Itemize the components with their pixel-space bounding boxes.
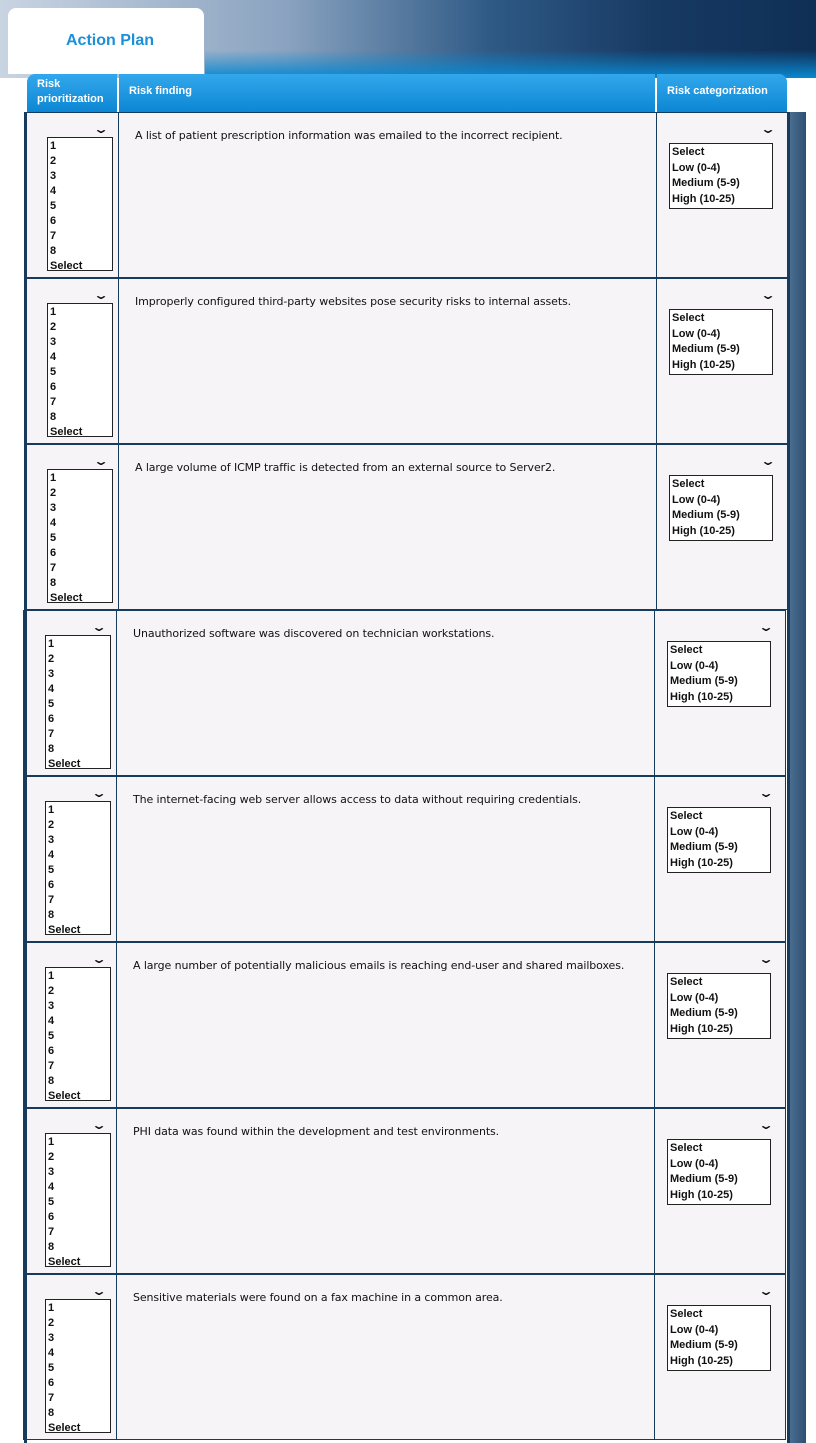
categorization-cell (654, 942, 786, 1108)
priority-listbox[interactable] (47, 469, 113, 603)
priority-cell (23, 610, 117, 776)
priority-option[interactable]: 5 (48, 1030, 55, 1042)
priority-option[interactable]: Select (48, 1090, 81, 1102)
finding-cell (116, 1274, 655, 1440)
priority-option[interactable]: 5 (48, 698, 55, 710)
priority-option[interactable]: 7 (50, 230, 57, 242)
finding-cell (116, 776, 655, 942)
categorization-cell (656, 112, 788, 278)
priority-option[interactable]: 7 (48, 894, 55, 906)
priority-option[interactable]: 8 (50, 577, 57, 589)
page-title: Action Plan (66, 32, 155, 49)
priority-option[interactable]: 5 (48, 864, 55, 876)
priority-option[interactable]: 5 (48, 1196, 55, 1208)
chevron-down-icon[interactable]: ⌄ (92, 454, 110, 468)
chevron-down-icon[interactable]: ⌄ (759, 454, 777, 468)
categorization-option[interactable]: Medium (5-9) (672, 509, 740, 521)
priority-listbox[interactable] (47, 303, 113, 437)
categorization-option[interactable]: High (10-25) (670, 1022, 733, 1035)
priority-option[interactable]: 3 (48, 1166, 55, 1178)
categorization-cell (656, 444, 788, 610)
categorization-listbox[interactable] (669, 143, 773, 209)
categorization-listbox[interactable] (667, 1305, 771, 1371)
finding-cell (116, 1108, 655, 1274)
categorization-cell (654, 776, 786, 942)
priority-listbox[interactable] (45, 967, 111, 1101)
categorization-listbox[interactable] (667, 807, 771, 873)
finding-cell (118, 444, 657, 610)
categorization-listbox[interactable] (667, 641, 771, 707)
table-right-border (787, 112, 790, 1443)
priority-option[interactable]: 3 (48, 668, 55, 680)
priority-option[interactable]: 6 (50, 215, 57, 227)
categorization-option[interactable]: High (10-25) (670, 1354, 733, 1367)
chevron-down-icon[interactable]: ⌄ (757, 1284, 775, 1298)
priority-option[interactable]: 5 (48, 1362, 55, 1374)
priority-option[interactable]: 7 (48, 1392, 55, 1404)
risk-finding-text: Unauthorized software was discovered on technician workstations. (133, 627, 495, 640)
priority-option[interactable]: 1 (48, 804, 55, 816)
priority-option[interactable]: 7 (48, 728, 55, 740)
priority-listbox[interactable] (45, 1133, 111, 1267)
categorization-option[interactable]: Medium (5-9) (672, 343, 740, 355)
categorization-option[interactable]: Select (670, 644, 703, 656)
priority-cell (23, 942, 117, 1108)
chevron-down-icon[interactable]: ⌄ (90, 952, 108, 966)
chevron-down-icon[interactable]: ⌄ (90, 786, 108, 800)
priority-option[interactable]: 6 (50, 381, 57, 393)
categorization-option[interactable]: High (10-25) (670, 690, 733, 703)
chevron-down-icon[interactable]: ⌄ (757, 952, 775, 966)
categorization-option[interactable]: Select (672, 478, 705, 490)
categorization-option[interactable]: Medium (5-9) (670, 841, 738, 853)
categorization-option[interactable]: Low (0-4) (672, 493, 721, 506)
priority-option[interactable]: 8 (48, 1407, 55, 1419)
risk-finding-text: The internet-facing web server allows access to data without requiring credentials. (133, 793, 582, 806)
categorization-option[interactable]: Select (670, 1308, 703, 1320)
priority-option[interactable]: 4 (50, 185, 57, 197)
categorization-option[interactable]: Select (670, 976, 703, 988)
priority-option[interactable]: 7 (48, 1060, 55, 1072)
priority-option[interactable]: 7 (48, 1226, 55, 1238)
categorization-option[interactable]: High (10-25) (670, 856, 733, 869)
priority-cell (25, 444, 119, 610)
priority-option[interactable]: 4 (48, 683, 55, 695)
priority-option[interactable]: 8 (48, 1241, 55, 1253)
priority-option[interactable]: 7 (50, 396, 57, 408)
priority-option[interactable]: 6 (48, 1045, 55, 1057)
risk-finding-text: Sensitive materials were found on a fax machine in a common area. (133, 1291, 503, 1304)
priority-option[interactable]: 6 (48, 1377, 55, 1389)
table-left-border (24, 112, 27, 1443)
header-risk-prioritization: Risk prioritization (27, 74, 117, 112)
priority-option[interactable]: 5 (50, 366, 57, 378)
priority-cell (25, 278, 119, 444)
finding-cell (116, 942, 655, 1108)
header-risk-finding: Risk finding (119, 74, 655, 112)
table-row (23, 1108, 786, 1274)
priority-option[interactable]: 4 (50, 351, 57, 363)
priority-option[interactable]: 2 (50, 321, 57, 333)
chevron-down-icon[interactable]: ⌄ (90, 620, 108, 634)
priority-option[interactable]: 8 (48, 743, 55, 755)
priority-option[interactable]: 4 (50, 517, 57, 529)
priority-option[interactable]: Select (50, 260, 83, 272)
priority-option[interactable]: 6 (50, 547, 57, 559)
categorization-option[interactable]: Select (672, 312, 705, 324)
categorization-cell (654, 1108, 786, 1274)
chevron-down-icon[interactable]: ⌄ (759, 122, 777, 136)
categorization-option[interactable]: Medium (5-9) (670, 1007, 738, 1019)
categorization-option[interactable]: Medium (5-9) (672, 177, 740, 189)
categorization-option[interactable]: Low (0-4) (670, 1323, 719, 1336)
priority-option[interactable]: 2 (48, 1317, 55, 1329)
categorization-cell (654, 610, 786, 776)
priority-cell (23, 776, 117, 942)
categorization-cell (656, 278, 788, 444)
priority-option[interactable]: 3 (48, 834, 55, 846)
categorization-option[interactable]: Medium (5-9) (670, 1173, 738, 1185)
priority-option[interactable]: 3 (50, 336, 57, 348)
priority-option[interactable]: 4 (48, 849, 55, 861)
priority-option[interactable]: 4 (48, 1015, 55, 1027)
priority-option[interactable]: 8 (50, 411, 57, 423)
priority-option[interactable]: 3 (48, 1332, 55, 1344)
priority-option[interactable]: 2 (48, 653, 55, 665)
priority-option[interactable]: 3 (50, 502, 57, 514)
priority-option[interactable]: 1 (50, 472, 57, 484)
table-row (25, 444, 788, 610)
priority-cell (25, 112, 119, 278)
priority-option[interactable]: 1 (48, 1302, 55, 1314)
categorization-listbox[interactable] (669, 475, 773, 541)
categorization-option[interactable]: Low (0-4) (670, 1157, 719, 1170)
categorization-option[interactable]: Low (0-4) (670, 825, 719, 838)
priority-option[interactable]: 6 (48, 879, 55, 891)
priority-option[interactable]: 1 (48, 638, 55, 650)
priority-option[interactable]: 8 (50, 245, 57, 257)
categorization-option[interactable]: High (10-25) (672, 524, 735, 537)
priority-listbox[interactable] (45, 1299, 111, 1433)
priority-option[interactable]: 3 (50, 170, 57, 182)
priority-option[interactable]: 6 (48, 1211, 55, 1223)
categorization-option[interactable]: Select (670, 810, 703, 822)
priority-option[interactable]: 6 (48, 713, 55, 725)
priority-option[interactable]: 2 (48, 985, 55, 997)
priority-listbox[interactable] (45, 635, 111, 769)
priority-option[interactable]: 1 (50, 306, 57, 318)
priority-option[interactable]: 1 (48, 1136, 55, 1148)
priority-option[interactable]: 1 (48, 970, 55, 982)
priority-option[interactable]: 2 (50, 155, 57, 167)
priority-option[interactable]: Select (48, 1422, 81, 1434)
categorization-option[interactable]: High (10-25) (672, 192, 735, 205)
priority-option[interactable]: 3 (48, 1000, 55, 1012)
categorization-option[interactable]: Low (0-4) (670, 659, 719, 672)
chevron-down-icon[interactable]: ⌄ (757, 1118, 775, 1132)
risk-finding-text: A large number of potentially malicious emails is reaching end-user and shared mailboxes. (133, 959, 625, 972)
priority-option[interactable]: 4 (48, 1181, 55, 1193)
categorization-option[interactable]: Low (0-4) (670, 991, 719, 1004)
risk-finding-text: A large volume of ICMP traffic is detected from an external source to Server2. (135, 461, 556, 474)
priority-cell (23, 1274, 117, 1440)
categorization-cell (654, 1274, 786, 1440)
priority-option[interactable]: Select (50, 426, 83, 438)
priority-option[interactable]: Select (48, 758, 81, 770)
categorization-option[interactable]: Low (0-4) (672, 161, 721, 174)
categorization-option[interactable]: Low (0-4) (672, 327, 721, 340)
priority-option[interactable]: 2 (48, 819, 55, 831)
priority-option[interactable]: Select (48, 924, 81, 936)
finding-cell (116, 610, 655, 776)
priority-option[interactable]: 7 (50, 562, 57, 574)
categorization-listbox[interactable] (667, 973, 771, 1039)
priority-option[interactable]: Select (50, 592, 83, 604)
categorization-option[interactable]: Medium (5-9) (670, 1339, 738, 1351)
priority-option[interactable]: 2 (48, 1151, 55, 1163)
priority-option[interactable]: 5 (50, 200, 57, 212)
table-row (23, 776, 786, 942)
priority-option[interactable]: 8 (48, 909, 55, 921)
finding-cell (118, 112, 657, 278)
chevron-down-icon[interactable]: ⌄ (759, 288, 777, 302)
risk-finding-text: PHI data was found within the development and test environments. (133, 1125, 500, 1138)
chevron-down-icon[interactable]: ⌄ (92, 288, 110, 302)
categorization-option[interactable]: Select (670, 1142, 703, 1154)
table-row (23, 610, 786, 776)
priority-cell (23, 1108, 117, 1274)
categorization-listbox[interactable] (667, 1139, 771, 1205)
header-risk-categorization: Risk categorization (657, 74, 787, 112)
categorization-option[interactable]: High (10-25) (670, 1188, 733, 1201)
chevron-down-icon[interactable]: ⌄ (92, 122, 110, 136)
table-row (23, 942, 786, 1108)
chevron-down-icon[interactable]: ⌄ (90, 1118, 108, 1132)
priority-option[interactable]: 5 (50, 532, 57, 544)
categorization-option[interactable]: Select (672, 146, 705, 158)
categorization-listbox[interactable] (669, 309, 773, 375)
chevron-down-icon[interactable]: ⌄ (90, 1284, 108, 1298)
table-row (23, 1274, 786, 1440)
categorization-option[interactable]: High (10-25) (672, 358, 735, 371)
priority-listbox[interactable] (47, 137, 113, 271)
priority-option[interactable]: Select (48, 1256, 81, 1268)
table-row (25, 112, 788, 278)
priority-option[interactable]: 2 (50, 487, 57, 499)
categorization-option[interactable]: Medium (5-9) (670, 675, 738, 687)
priority-listbox[interactable] (45, 801, 111, 935)
risk-finding-text: Improperly configured third-party websites pose security risks to internal assets. (135, 295, 572, 308)
chevron-down-icon[interactable]: ⌄ (757, 620, 775, 634)
chevron-down-icon[interactable]: ⌄ (757, 786, 775, 800)
priority-option[interactable]: 8 (48, 1075, 55, 1087)
priority-option[interactable]: 4 (48, 1347, 55, 1359)
risk-finding-text: A list of patient prescription information was emailed to the incorrect recipient. (135, 129, 563, 142)
table-row (25, 278, 788, 444)
priority-option[interactable]: 1 (50, 140, 57, 152)
finding-cell (118, 278, 657, 444)
